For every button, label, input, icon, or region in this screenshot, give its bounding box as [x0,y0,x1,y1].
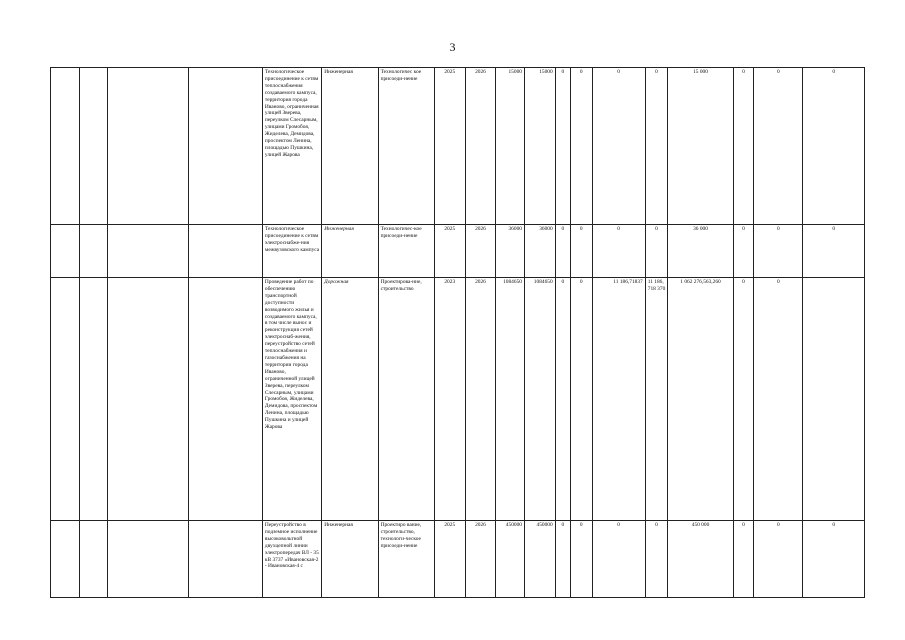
row-number-cell [51,278,80,521]
year-start-cell: 2025 [434,68,465,225]
empty-cell [189,521,263,598]
empty-cell [189,225,263,278]
value-cell: 0 [733,225,753,278]
value-cell: 0 [645,225,668,278]
value-cell: 0 [555,521,570,598]
value-cell: 0 [555,278,570,521]
value-cell: 0 [803,68,865,225]
value-cell: 15000 [524,68,555,225]
value-cell: 0 [555,225,570,278]
empty-cell [79,521,108,598]
category-cell: Инженерная [322,521,378,598]
row-number-cell [51,521,80,598]
work-type-cell: Технологичес-кое присоеди-нение [378,225,434,278]
work-type-cell: Проектирова-ние, строительство [378,278,434,521]
value-cell: 1084650 [496,278,525,521]
value-cell: 1084650 [524,278,555,521]
value-cell: 0 [571,278,593,521]
object-name-cell: Переустройство в подземное исполнение высоковольтной двухцепной линии электропередач ВЛ - 35 кВ 3737 «Ивановская-2 - Ивановская-4 с [262,521,321,598]
object-name-cell: Технологическое присоединение к сетям электроснабже-ния межвузовского кампуса [262,225,321,278]
empty-cell [189,278,263,521]
year-end-cell: 2026 [465,68,496,225]
value-cell: 0 [803,225,865,278]
empty-cell [79,68,108,225]
value-cell: 0 [571,68,593,225]
empty-cell [79,225,108,278]
value-cell: 450000 [496,521,525,598]
table-row [51,521,865,598]
value-cell: 11 186, 718 370 [645,278,668,521]
table-row [51,225,865,278]
year-start-cell: 2025 [434,225,465,278]
value-cell: 0 [645,521,668,598]
value-cell: 0 [733,68,753,225]
row-number-cell [51,225,80,278]
value-cell: 11 186,71837 [592,278,645,521]
value-cell: 0 [645,68,668,225]
year-end-cell: 2026 [465,225,496,278]
value-cell: 0 [754,521,803,598]
value-cell: 36000 [496,225,525,278]
value-cell: 0 [754,278,803,521]
value-cell: 0 [571,225,593,278]
value-cell: 0 [754,68,803,225]
empty-cell [108,278,189,521]
value-cell: 0 [733,521,753,598]
value-cell [803,278,865,521]
category-cell: Инженерная [322,225,378,278]
table-row [51,68,865,225]
value-cell: 15 000 [668,68,734,225]
object-name-cell: Технологическое присоединение к сетям теплоснабжения создаваемого кампуса, территория города Иваново, ограниченная улицей Зверева, переулком Слесарным, улицами Громобоя, Жиделева, Демидова, проспектом Ленина, площадью Пушкина, улицей Жарова [262,68,321,225]
value-cell: 0 [592,521,645,598]
value-cell: 0 [592,68,645,225]
value-cell: 1 062 276,563,260 [668,278,734,521]
object-name-cell: Проведение работ по обеспечению транспортной доступности возводимого жилья и создаваемого кампуса, в том числе вынос и реконструкция сетей электроснаб-жения, переустройство сетей теплоснабжения и газоснабжения на территории города Иваново, ограниченной улицей Зверева, переулком Слесарным, улицами Громобоя, Жиделева, Демидова, проспектом Ленина, площадью Пушкина и улицей Жарова [262,278,321,521]
empty-cell [108,68,189,225]
year-end-cell: 2026 [465,278,496,521]
investment-table [50,67,865,598]
work-type-cell: Технологичес кое присоеди-нение [378,68,434,225]
value-cell: 0 [733,278,753,521]
value-cell: 0 [592,225,645,278]
row-number-cell [51,68,80,225]
value-cell: 36000 [524,225,555,278]
empty-cell [108,225,189,278]
page-number: 3 [449,40,456,54]
year-start-cell: 2025 [434,521,465,598]
value-cell: 36 000 [668,225,734,278]
value-cell: 450000 [524,521,555,598]
empty-cell [79,278,108,521]
category-cell: Дорожная [322,278,378,521]
year-start-cell: 2023 [434,278,465,521]
value-cell: 15000 [496,68,525,225]
value-cell: 0 [571,521,593,598]
empty-cell [108,521,189,598]
value-cell: 0 [754,225,803,278]
work-type-cell: Проектиро вание, строительство, технологи-ческое присоеди-нение [378,521,434,598]
value-cell: 0 [803,521,865,598]
category-cell: Инженерная [322,68,378,225]
empty-cell [189,68,263,225]
year-end-cell: 2026 [465,521,496,598]
table-row [51,278,865,521]
value-cell: 0 [555,68,570,225]
value-cell: 450 000 [668,521,734,598]
